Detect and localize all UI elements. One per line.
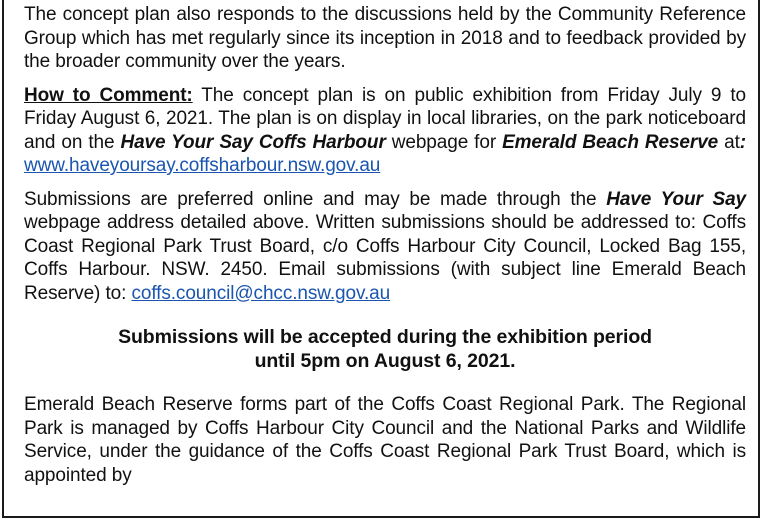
council-email-link[interactable]: coffs.council@chcc.nsw.gov.au: [131, 282, 391, 304]
document-body: [24, 3, 746, 497]
how-to-colon: :: [739, 131, 747, 153]
deadline-notice: [24, 325, 746, 373]
how-to-text-2: webpage for: [385, 131, 503, 153]
have-your-say-ref: Have Your Say: [606, 188, 747, 210]
paragraph-community-reference: The concept plan also responds to the discussions held by the Community Reference Group which has met regularly since its inception in 2018 and to feedback provided by the broader community over the years.: [24, 4, 746, 72]
deadline-line-1: Submissions will be accepted during the exhibition period: [118, 326, 652, 348]
have-your-say-link[interactable]: www.haveyoursay.coffsharbour.nsw.gov.au: [24, 155, 381, 176]
deadline-line-2: until 5pm on August 6, 2021.: [254, 350, 516, 372]
emerald-beach-reserve-name: Emerald Beach Reserve: [502, 131, 719, 153]
how-to-text-1: The concept plan is on public exhibition from Friday July 9 to Friday August 6, 2021. The plan is on display in local libraries, on the park noticeboard and on the: [24, 84, 746, 153]
paragraph-how-to-comment: [24, 84, 746, 178]
how-to-comment-heading: How to Comment:: [24, 84, 193, 106]
paragraph-submissions: [24, 188, 746, 306]
submissions-text-1: Submissions are preferred online and may be made through the: [24, 188, 607, 210]
have-your-say-name: Have Your Say Coffs Harbour: [120, 131, 386, 153]
how-to-text-3: at: [718, 131, 740, 153]
paragraph-regional-park: Emerald Beach Reserve forms part of the Coffs Coast Regional Park. The Regional Park is managed by Coffs Harbour City Council and the National Parks and Wildlife Service, under the guidance of the Coffs Coast Regional Park Trust Board, which is appointed by: [24, 394, 746, 486]
submissions-text-2: webpage address detailed above. Written submissions should be addressed to: Coffs Coast Regional Park Trust Board, c/o Coffs Harbour City Council, Locked Bag 155, Coffs Harbour. NSW. 2450. Email submissions (with subject line Emerald Beach Reserve) to:: [24, 212, 746, 304]
